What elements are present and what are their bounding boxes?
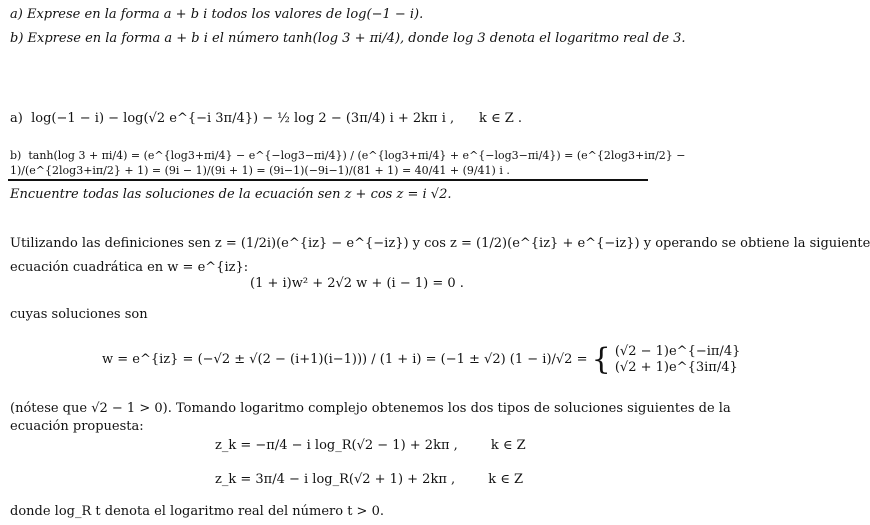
answer-a-label: a)	[10, 111, 23, 126]
solution-family-2-expr: z_k = 3π/4 − i log_R(√2 + 1) + 2kπ ,	[215, 472, 456, 487]
equation-solutions	[102, 342, 740, 377]
separator-rule	[8, 179, 648, 181]
problem-part-a: a) Exprese en la forma a + b i todos los valores de log(−1 − i).	[10, 7, 424, 22]
exercise-statement: Encuentre todas las soluciones de la ecuación sen z + cos z = i √2.	[10, 187, 452, 202]
equation-solutions-left: w = e^{iz} = (−√2 ± √(2 − (i+1)(i−1))) / (1 + i) = (−1 ± √2) (1 − i)/√2 =	[102, 352, 588, 367]
solution-family-2-k: k ∈ Z	[488, 472, 524, 487]
solution-family-1-k: k ∈ Z	[490, 438, 526, 453]
solution-paragraph-2: cuyas soluciones son	[10, 307, 148, 322]
answer-a-expr: log(−1 − i) − log(√2 e^{−i 3π/4}) − ½ log 2 − (3π/4) i + 2kπ i ,	[31, 111, 455, 126]
solution-paragraph-3: (nótese que √2 − 1 > 0). Tomando logaritmo complejo obtenemos los dos tipos de soluciones siguientes de la	[10, 401, 731, 416]
solution-family-1-expr: z_k = −π/4 − i log_R(√2 − 1) + 2kπ ,	[215, 438, 458, 453]
equation-quadratic: (1 + i)w² + 2√2 w + (i − 1) = 0 .	[250, 276, 464, 291]
brace-glyph: {	[591, 342, 611, 377]
answer-b-expr: tanh(log 3 + πi/4) = (e^{log3+πi/4} − e^{−log3−πi/4}) / (e^{log3+πi/4} + e^{−log3−πi/4}) = (e^{2log3+iπ/2} − 1)/(e^{2log3+iπ/2} + 1) = (9i − 1)/(9i + 1) = (9i−1)(−9i−1)/(81 + 1) = 40/41 + (9/41) i .	[10, 149, 686, 177]
answer-b	[10, 148, 710, 178]
solution-paragraph-1: Utilizando las definiciones sen z = (1/2i)(e^{iz} − e^{−iz}) y cos z = (1/2)(e^{iz} + e^{−iz}) y operando se obtiene la siguiente	[10, 236, 870, 251]
solution-case-2: (√2 + 1)e^{3iπ/4}	[614, 359, 738, 375]
answer-b-label: b)	[10, 149, 22, 162]
solution-paragraph-4: donde log_R t denota el logaritmo real del número t > 0.	[10, 504, 384, 519]
solution-family-2	[215, 472, 523, 487]
solution-family-1	[215, 438, 526, 453]
solution-case-1: (√2 − 1)e^{−iπ/4}	[614, 343, 741, 359]
problem-part-b: b) Exprese en la forma a + b i el número tanh(log 3 + πi/4), donde log 3 denota el logaritmo real de 3.	[10, 31, 686, 46]
answer-a-k: k ∈ Z .	[478, 111, 523, 126]
solution-paragraph-1b: ecuación cuadrática en w = e^{iz}:	[10, 260, 249, 275]
solution-paragraph-3b: ecuación propuesta:	[10, 419, 144, 434]
answer-a	[10, 110, 522, 128]
